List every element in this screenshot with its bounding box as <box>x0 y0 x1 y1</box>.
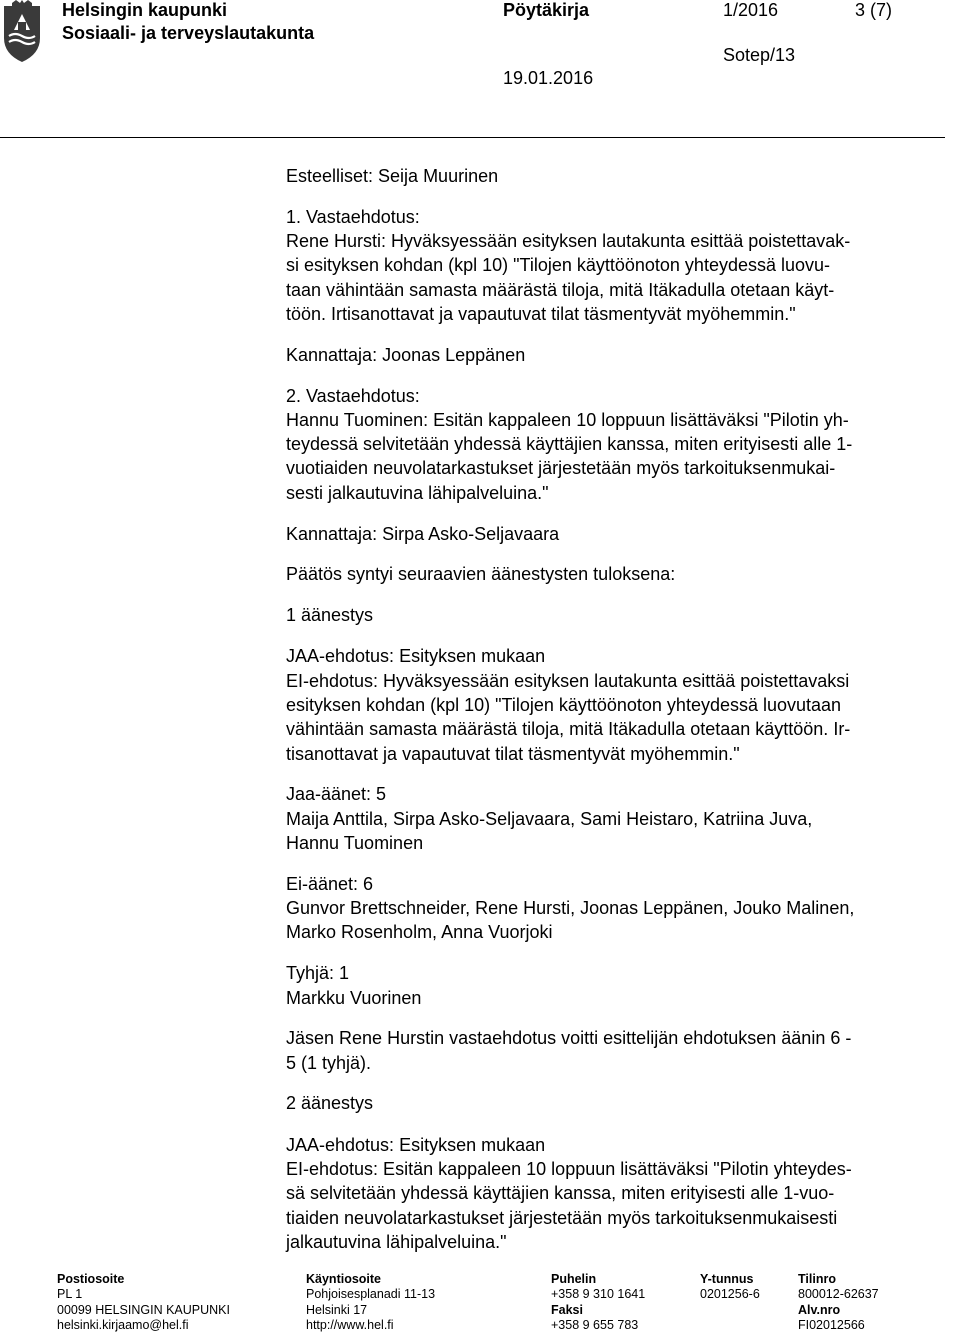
footer-value: Pohjoisesplanadi 11-13 <box>306 1287 436 1302</box>
vote-1-result <box>286 1026 946 1075</box>
text-line: sesti jalkautuvina lähipalveluina." <box>286 482 549 503</box>
vote-1-yes-votes <box>286 782 946 855</box>
counter-proposal-1 <box>286 205 946 326</box>
footer-visiting-address <box>306 1272 435 1334</box>
text-line: 2. Vastaehdotus: <box>286 385 420 406</box>
decision-intro: Päätös syntyi seuraavien äänestysten tuloksena: <box>286 564 676 585</box>
footer-value: +358 9 655 783 <box>551 1318 639 1333</box>
doc-type: Pöytäkirja <box>503 0 590 20</box>
text-line: Marko Rosenholm, Anna Vuorjoki <box>286 922 553 943</box>
text-line: vuotiaiden neuvolatarkastukset järjestetään myös tarkoituksenmukai- <box>286 458 836 479</box>
text-line: teydessä selvitetään yhdessä käyttäjien kanssa, miten erityisesti alle 1- <box>286 434 853 455</box>
vote-1-blank-votes <box>286 961 946 1010</box>
text-line: Jäsen Rene Hurstin vastaehdotus voitti esittelijän ehdotuksen äänin 6 - <box>286 1028 852 1049</box>
footer-email-link[interactable]: helsinki.kirjaamo@hel.fi <box>57 1318 189 1333</box>
footer-phone <box>551 1272 645 1334</box>
text-line: Tyhjä: 1 <box>286 963 350 984</box>
footer-label: Käyntiosoite <box>306 1272 382 1286</box>
footer-value: FI02012566 <box>798 1318 865 1333</box>
footer-account <box>798 1272 879 1334</box>
footer-label: Faksi <box>551 1302 583 1317</box>
text-line: Hannu Tuominen: Esitän kappaleen 10 loppuun lisättäväksi "Pilotin yh- <box>286 409 849 430</box>
page-number: 3 (7) <box>855 0 893 20</box>
text-line: Maija Anttila, Sirpa Asko-Seljavaara, Sami Heistaro, Katriina Juva, <box>286 808 813 829</box>
org-name: Helsingin kaupunki <box>62 0 228 20</box>
footer-value: 800012-62637 <box>798 1287 879 1302</box>
text-line: JAA-ehdotus: Esityksen mukaan <box>286 1134 546 1155</box>
text-line: Rene Hursti: Hyväksyessään esityksen lautakunta esittää poistettavak- <box>286 231 851 252</box>
recused-members: Esteelliset: Seija Muurinen <box>286 166 499 186</box>
minutes-body <box>286 164 946 1254</box>
footer-value: 0201256-6 <box>700 1287 760 1302</box>
text-line: EI-ehdotus: Hyväksyessään esityksen lautakunta esittää poistettavaksi <box>286 670 850 691</box>
text-line: Ei-äänet: 6 <box>286 873 374 894</box>
org-committee: Sosiaali- ja terveyslautakunta <box>62 23 315 43</box>
footer-value: 00099 HELSINGIN KAUPUNKI <box>57 1302 230 1317</box>
text-line: taan vähintään samasta määrästä tiloja, mitä Itäkadulla otetaan käyt- <box>286 279 835 300</box>
footer-value: PL 1 <box>57 1287 83 1302</box>
footer-value: +358 9 310 1641 <box>551 1287 646 1302</box>
text-line: si esityksen kohdan (kpl 10) "Tilojen käyttöönoton yhteydessä luovu- <box>286 255 831 276</box>
helsinki-coat-of-arms-icon <box>0 0 44 64</box>
doc-number: 1/2016 <box>723 0 779 20</box>
footer-value: Helsinki 17 <box>306 1302 368 1317</box>
text-line: 1. Vastaehdotus: <box>286 206 420 227</box>
text-line: 5 (1 tyhjä). <box>286 1052 372 1073</box>
text-line: EI-ehdotus: Esitän kappaleen 10 loppuun lisättäväksi "Pilotin yhteydes- <box>286 1159 852 1179</box>
footer-website-link[interactable]: http://www.hel.fi <box>306 1318 394 1333</box>
supporter-1: Kannattaja: Joonas Leppänen <box>286 344 526 365</box>
vote-2-title: 2 äänestys <box>286 1093 374 1114</box>
section-code: Sotep/13 <box>723 45 796 65</box>
counter-proposal-2 <box>286 384 946 505</box>
text-line: Hannu Tuominen <box>286 833 424 854</box>
header-divider <box>0 137 945 138</box>
supporter-2: Kannattaja: Sirpa Asko-Seljavaara <box>286 523 560 544</box>
text-line: esityksen kohdan (kpl 10) "Tilojen käyttöönoton yhteydessä luovutaan <box>286 695 842 716</box>
text-line: tiaiden neuvolatarkastukset järjestetään myös tarkoituksenmukaisesti <box>286 1207 838 1228</box>
text-line: Gunvor Brettschneider, Rene Hursti, Joonas Leppänen, Jouko Malinen, <box>286 898 855 919</box>
vote-1-no-votes <box>286 872 946 945</box>
text-line: Jaa-äänet: 5 <box>286 784 387 805</box>
meeting-date: 19.01.2016 <box>503 68 594 88</box>
footer-label: Tilinro <box>798 1272 836 1286</box>
text-line: töön. Irtisanottavat ja vapautuvat tilat täsmentyvät myöhemmin." <box>286 303 796 324</box>
text-line: JAA-ehdotus: Esityksen mukaan <box>286 646 546 667</box>
vote-1-proposals <box>286 644 946 765</box>
vote-2-proposals <box>286 1133 946 1254</box>
text-line: vähintään samasta määrästä tiloja, mitä Itäkadulla otetaan käyttöön. Ir- <box>286 719 851 740</box>
footer-label: Postiosoite <box>57 1272 125 1286</box>
text-line: Markku Vuorinen <box>286 987 422 1008</box>
text-line: jalkautuvina lähipalveluina." <box>286 1231 507 1252</box>
text-line: sä selvitetään yhdessä käyttäjien kanssa, miten erityisesti alle 1-vuo- <box>286 1183 835 1204</box>
vote-1-title: 1 äänestys <box>286 605 374 626</box>
footer-business-id <box>700 1272 760 1303</box>
footer-postal-address <box>57 1272 230 1334</box>
footer-label: Alv.nro <box>798 1302 841 1317</box>
text-line: tisanottavat ja vapautuvat tilat täsmentyvät myöhemmin." <box>286 743 740 764</box>
footer-label: Y-tunnus <box>700 1272 754 1286</box>
footer-label: Puhelin <box>551 1272 597 1286</box>
